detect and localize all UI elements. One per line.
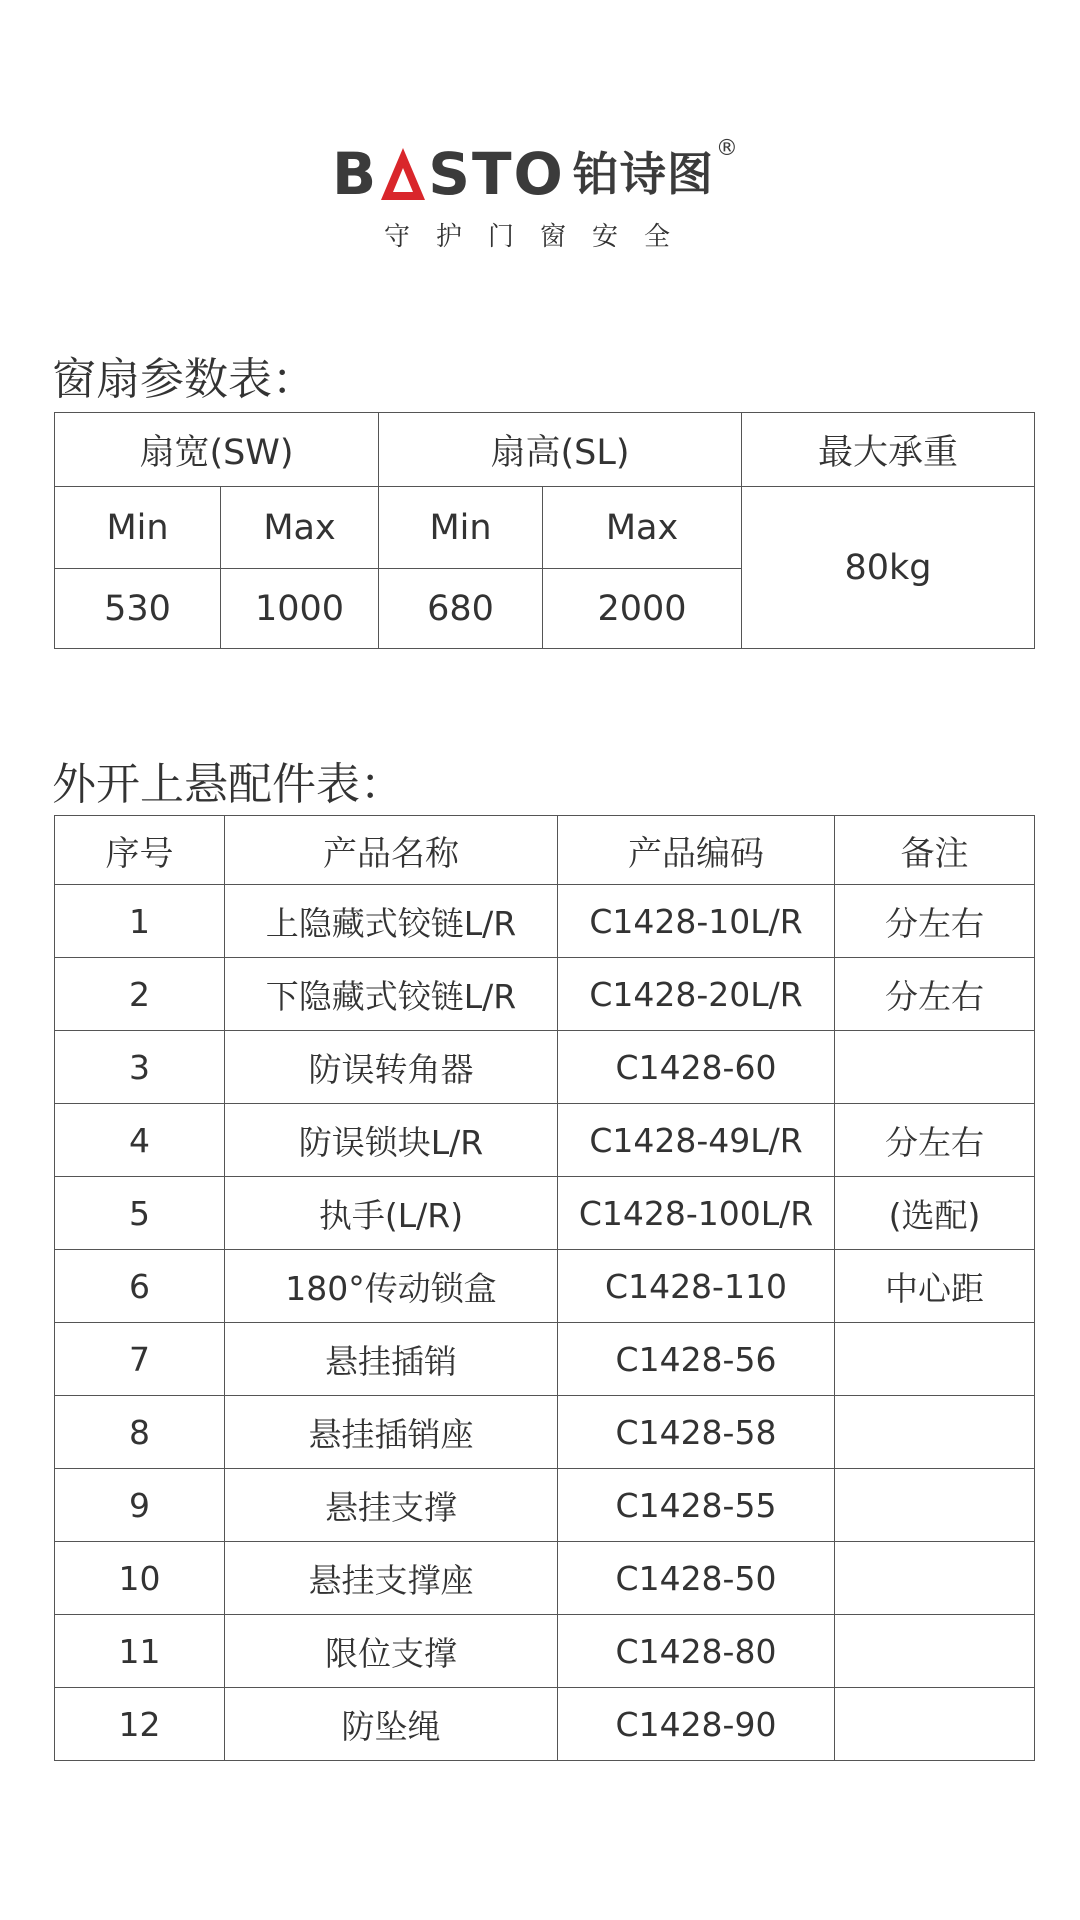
product-note xyxy=(835,1688,1035,1761)
column-header-note: 备注 xyxy=(835,816,1035,885)
product-name: 限位支撑 xyxy=(225,1615,558,1688)
product-code: C1428-56 xyxy=(558,1323,835,1396)
product-name: 180°传动锁盒 xyxy=(225,1250,558,1323)
height-min-value: 680 xyxy=(379,569,543,649)
product-code: C1428-80 xyxy=(558,1615,835,1688)
table-row xyxy=(55,1104,1035,1177)
row-number: 3 xyxy=(55,1031,225,1104)
product-name: 上隐藏式铰链L/R xyxy=(225,885,558,958)
row-number: 8 xyxy=(55,1396,225,1469)
height-max-value: 2000 xyxy=(543,569,742,649)
product-note xyxy=(835,1469,1035,1542)
table-row xyxy=(55,1396,1035,1469)
table-row xyxy=(55,1615,1035,1688)
registered-mark: ® xyxy=(715,136,738,161)
parts-table-title: 外开上悬配件表： xyxy=(52,759,404,810)
product-note: 分左右 xyxy=(835,958,1035,1031)
product-note xyxy=(835,1323,1035,1396)
product-code: C1428-10L/R xyxy=(558,885,835,958)
product-code: C1428-60 xyxy=(558,1031,835,1104)
table-row xyxy=(55,885,1035,958)
max-load-header: 最大承重 xyxy=(742,413,1035,487)
product-code: C1428-55 xyxy=(558,1469,835,1542)
product-note: 中心距 xyxy=(835,1250,1035,1323)
row-number: 1 xyxy=(55,885,225,958)
sash-table-title: 窗扇参数表： xyxy=(52,354,316,405)
product-name: 悬挂支撑 xyxy=(225,1469,558,1542)
brand-wordmark: B STO xyxy=(332,140,565,208)
product-name: 悬挂插销 xyxy=(225,1323,558,1396)
product-note: 分左右 xyxy=(835,885,1035,958)
table-row xyxy=(55,958,1035,1031)
width-max-value: 1000 xyxy=(221,569,379,649)
height-max-label: Max xyxy=(543,487,742,569)
product-note xyxy=(835,1542,1035,1615)
row-number: 12 xyxy=(55,1688,225,1761)
product-code: C1428-49L/R xyxy=(558,1104,835,1177)
table-row xyxy=(55,1177,1035,1250)
column-header-code: 产品编码 xyxy=(558,816,835,885)
table-row xyxy=(55,1323,1035,1396)
brand-slogan: 守护门窗安全 xyxy=(384,222,697,252)
brand-logo xyxy=(332,136,752,262)
row-number: 11 xyxy=(55,1615,225,1688)
row-number: 9 xyxy=(55,1469,225,1542)
product-name: 防坠绳 xyxy=(225,1688,558,1761)
product-note xyxy=(835,1615,1035,1688)
width-min-value: 530 xyxy=(55,569,221,649)
product-note: 分左右 xyxy=(835,1104,1035,1177)
product-name: 执手(L/R) xyxy=(225,1177,558,1250)
column-header-name: 产品名称 xyxy=(225,816,558,885)
product-code: C1428-100L/R xyxy=(558,1177,835,1250)
product-name: 悬挂插销座 xyxy=(225,1396,558,1469)
table-row xyxy=(55,1031,1035,1104)
product-note xyxy=(835,1396,1035,1469)
row-number: 7 xyxy=(55,1323,225,1396)
product-name: 下隐藏式铰链L/R xyxy=(225,958,558,1031)
product-code: C1428-90 xyxy=(558,1688,835,1761)
brand-a-triangle-icon xyxy=(379,146,427,202)
parts-table xyxy=(54,815,1035,1761)
sash-height-header: 扇高(SL) xyxy=(379,413,742,487)
sash-parameter-table xyxy=(54,412,1035,649)
sash-width-header: 扇宽(SW) xyxy=(55,413,379,487)
product-code: C1428-110 xyxy=(558,1250,835,1323)
product-code: C1428-20L/R xyxy=(558,958,835,1031)
product-note: (选配) xyxy=(835,1177,1035,1250)
table-row xyxy=(55,1469,1035,1542)
row-number: 10 xyxy=(55,1542,225,1615)
row-number: 5 xyxy=(55,1177,225,1250)
product-name: 防误锁块L/R xyxy=(225,1104,558,1177)
table-row xyxy=(55,1688,1035,1761)
row-number: 4 xyxy=(55,1104,225,1177)
brand-chinese-name: 铂诗图 xyxy=(572,147,714,201)
table-row xyxy=(55,1542,1035,1615)
row-number: 6 xyxy=(55,1250,225,1323)
product-code: C1428-50 xyxy=(558,1542,835,1615)
product-name: 防误转角器 xyxy=(225,1031,558,1104)
height-min-label: Min xyxy=(379,487,543,569)
product-note xyxy=(835,1031,1035,1104)
product-code: C1428-58 xyxy=(558,1396,835,1469)
width-max-label: Max xyxy=(221,487,379,569)
width-min-label: Min xyxy=(55,487,221,569)
column-header-no: 序号 xyxy=(55,816,225,885)
max-load-value: 80kg xyxy=(742,487,1035,649)
row-number: 2 xyxy=(55,958,225,1031)
product-name: 悬挂支撑座 xyxy=(225,1542,558,1615)
table-row xyxy=(55,1250,1035,1323)
